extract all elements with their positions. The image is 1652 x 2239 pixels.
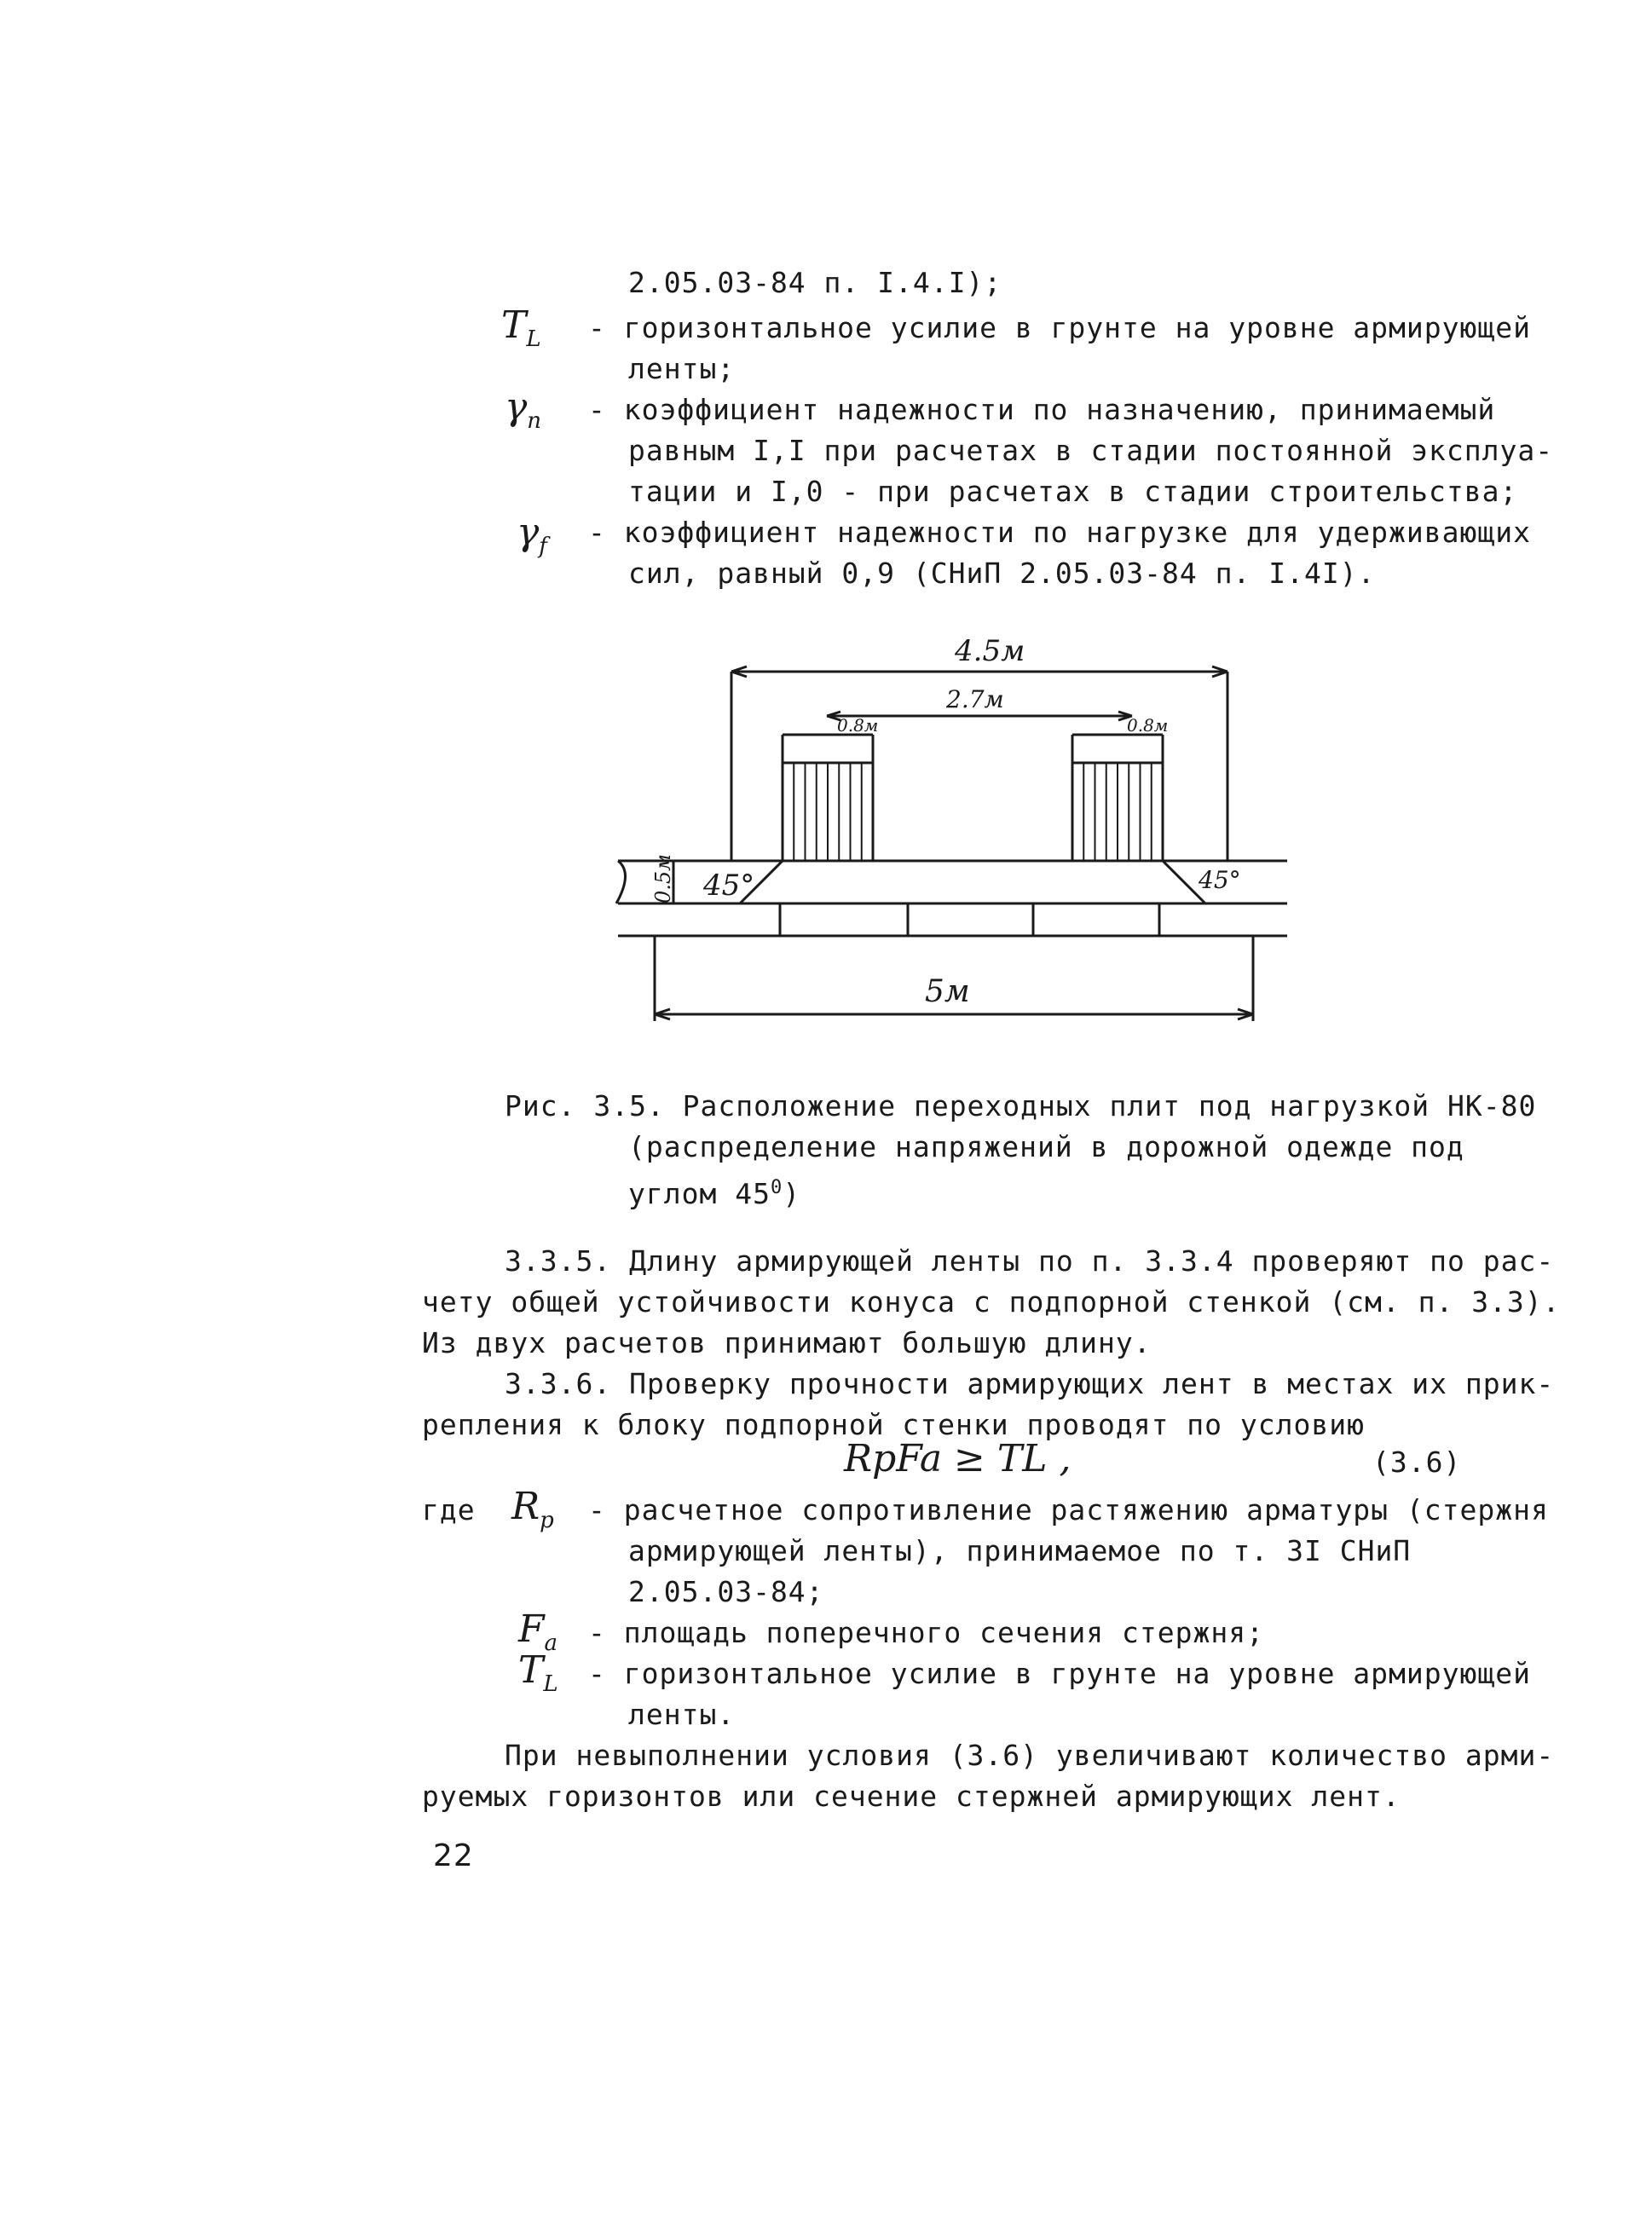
formula-3-6: RpFa ≥ TL , [844, 1437, 1071, 1480]
symbol-f-a: $F_a$ [518, 1607, 558, 1656]
final-para-line2: руемых горизонтов или сечение стержней армирующих лент. [422, 1780, 1401, 1813]
dim-depth-label: 0.5м [651, 853, 675, 903]
def-r-p-line1: - расчетное сопротивление растяжению арматуры (стержня [588, 1493, 1549, 1526]
symbol-gamma-f: $\gamma_f$ [517, 511, 547, 559]
continuation-line: 2.05.03-84 п. I.4.I); [628, 266, 1002, 299]
dim-mid-label: 2.7м [946, 685, 1004, 713]
para-335-line1: 3.3.5. Длину армирующей ленты по п. 3.3.4 проверяют по рас- [505, 1244, 1555, 1278]
figure-caption-line3: углом $45^0$) [628, 1177, 801, 1210]
where-word: где [422, 1493, 476, 1526]
def-gamma-f-line1: - коэффициент надежности по нагрузке для удерживающих [588, 516, 1531, 549]
final-para-line1: При невыполнении условия (3.6) увеличивают количество арми- [505, 1739, 1555, 1772]
dim-total-label: 4.5м [955, 634, 1025, 668]
dim-right-slab-label: 0.8м [1127, 715, 1169, 736]
def-gamma-f-line2: сил, равный 0,9 (СНиП 2.05.03-84 п. I.4I). [628, 557, 1376, 590]
dim-left-slab-label: 0.8м [837, 715, 879, 736]
para-336-line1: 3.3.6. Проверку прочности армирующих лент в местах их прик- [505, 1367, 1555, 1400]
angle-left-label: 45° [703, 868, 755, 903]
dim-bottom-label: 5м [925, 974, 970, 1009]
figure-caption-line1: Рис. 3.5. Расположение переходных плит под нагрузкой НК-80 [505, 1089, 1537, 1122]
formula-number: (3.6) [1372, 1446, 1462, 1479]
def-gamma-n-line1: - коэффициент надежности по назначению, принимаемый [588, 393, 1496, 426]
def-t-l-bottom-line1: - горизонтальное усилие в грунте на уровне армирующей [588, 1657, 1531, 1690]
def-t-l-bottom-line2: ленты. [628, 1698, 736, 1731]
def-f-a-line1: - площадь поперечного сечения стержня; [588, 1616, 1264, 1649]
figure-caption-line2: (распределение напряжений в дорожной одежде под [628, 1130, 1464, 1163]
def-t-l-line2: ленты; [628, 352, 736, 385]
page-number: 22 [433, 1838, 474, 1873]
symbol-gamma-n: $\gamma_n$ [505, 385, 542, 434]
para-336-line2: репления к блоку подпорной стенки проводят по условию [422, 1408, 1365, 1441]
para-335-line3: Из двух расчетов принимают большую длину. [422, 1326, 1152, 1359]
def-r-p-line3: 2.05.03-84; [628, 1575, 824, 1608]
symbol-t-l-bottom: $T_L$ [518, 1648, 558, 1697]
para-335-line2: чету общей устойчивости конуса с подпорной стенкой (см. п. 3.3). [422, 1285, 1561, 1319]
symbol-t-l: $T_L$ [501, 303, 541, 352]
angle-right-label: 45° [1199, 866, 1241, 894]
def-gamma-n-line2: равным I,I при расчетах в стадии постоянной эксплуа- [628, 434, 1554, 467]
def-t-l-line1: - горизонтальное усилие в грунте на уровне армирующей [588, 311, 1531, 344]
transition-slabs-diagram [597, 614, 1296, 1031]
symbol-r-p: $R_p$ [511, 1485, 554, 1533]
def-gamma-n-line3: тации и I,0 - при расчетах в стадии строительства; [628, 475, 1518, 508]
def-r-p-line2: армирующей ленты), принимаемое по т. 3I СНиП [628, 1534, 1412, 1567]
